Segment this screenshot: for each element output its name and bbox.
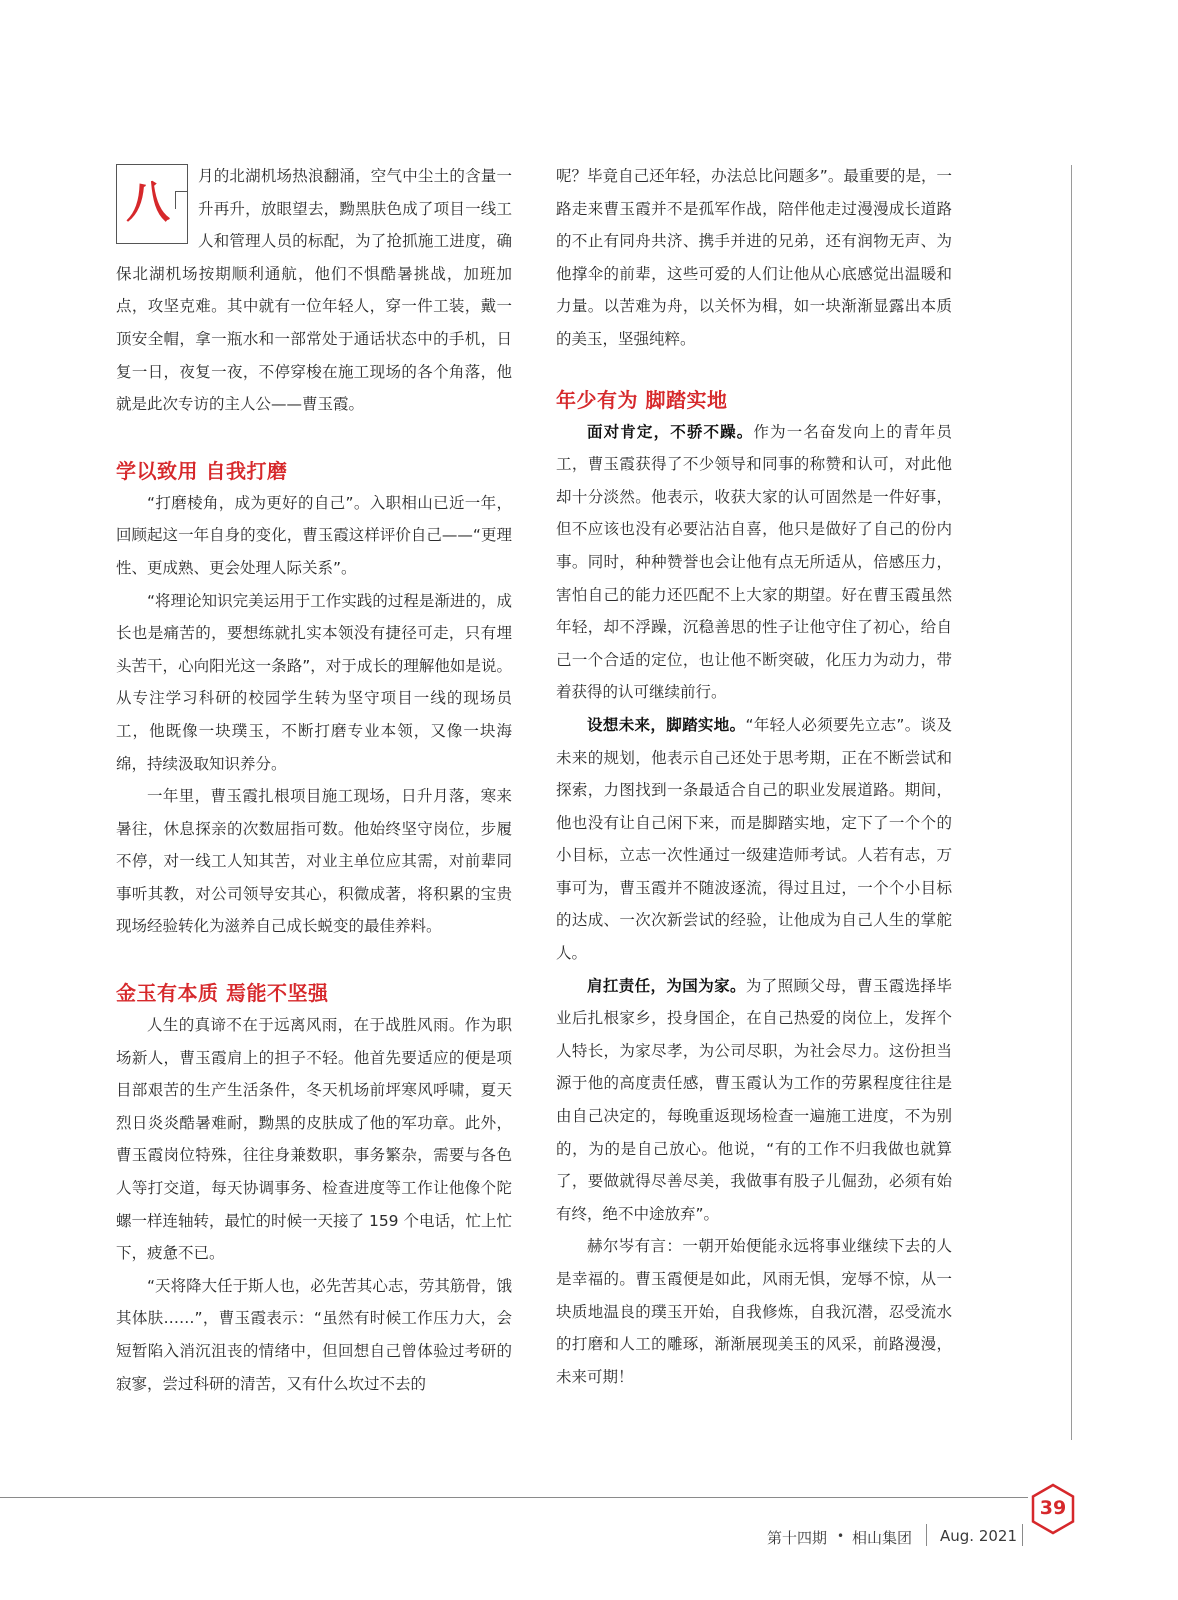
section-heading-2: 金玉有本质 焉能不坚强 (116, 981, 329, 1006)
section-heading-1: 学以致用 自我打磨 (116, 458, 288, 483)
dropcap-corner-mark (175, 191, 187, 209)
dropcap-letter: 八 (126, 177, 170, 228)
section2-paragraph-2: “天将降大任于斯人也，必先苦其心志，劳其筋骨，饿其体肤……”，曹玉霞表示：“虽然有时候工作压力大，会短暂陷入消沉沮丧的情绪中，但回想自己曾体验过考研的寂寥，尝过科研的清苦，又有什么坎过不去的 (116, 1276, 512, 1393)
section3-lead-2: 设想未来，脚踏实地。 (587, 715, 746, 734)
footer-separator-dot: • (837, 1529, 845, 1543)
section-heading-3: 年少有为 脚踏实地 (556, 387, 728, 412)
right-column (556, 160, 952, 1393)
footer-rule (0, 1497, 1028, 1498)
left-column (116, 160, 512, 1400)
section1-paragraph-1: “打磨棱角，成为更好的自己”。入职相山已近一年，回顾起这一年自身的变化，曹玉霞这样评价自己——“更理性、更成熟、更会处理人际关系”。 (116, 493, 512, 577)
section1-paragraph-2: “将理论知识完美运用于工作实践的过程是渐进的，成长也是痛苦的，要想练就扎实本领没有捷径可走，只有埋头苦干，心向阳光这一条路”，对于成长的理解他如是说。从专注学习科研的校园学生转为坚守项目一线的现场员工，他既像一块璞玉，不断打磨专业本领，又像一块海绵，持续汲取知识养分。 (116, 591, 512, 773)
section2-paragraph-1: 人生的真谛不在于远离风雨，在于战胜风雨。作为职场新人，曹玉霞肩上的担子不轻。他首先要适应的便是项目部艰苦的生产生活条件，冬天机场前坪寒风呼啸，夏天烈日炎炎酷暑难耐，黝黑的皮肤成了他的军功章。此外，曹玉霞岗位特殊，往往身兼数职，事务繁杂，需要与各色人等打交道，每天协调事务、检查进度等工作让他像个陀螺一样连轴转，最忙的时候一天接了 159 个电话，忙上忙下，疲惫不已。 (116, 1016, 512, 1263)
section3-lead-1: 面对肯定，不骄不躁。 (587, 422, 754, 441)
section3-paragraph-1 (556, 416, 952, 709)
page-number-badge (1030, 1483, 1076, 1535)
footer-company: 相山集团 (852, 1529, 913, 1547)
footer-issue: 第十四期 (767, 1529, 828, 1547)
section3-lead-3: 肩扛责任，为国为家。 (587, 976, 746, 995)
section3-text-1: 作为一名奋发向上的青年员工，曹玉霞获得了不少领导和同事的称赞和认可，对此他却十分淡然。他表示，收获大家的认可固然是一件好事，但不应该也没有必要沾沾自喜，他只是做好了自己的份内事。同时，种种赞誉也会让他有点无所适从，倍感压力，害怕自己的能力还匹配不上大家的期望。好在曹玉霞虽然年轻，却不浮躁，沉稳善思的性子让他守住了初心，给自己一个合适的定位，也让他不断突破，化压力为动力，带着获得的认可继续前行。 (556, 422, 952, 702)
section1-paragraph-3: 一年里，曹玉霞扎根项目施工现场，日升月落，寒来暑往，休息探亲的次数屈指可数。他始终坚守岗位，步履不停，对一线工人知其苦，对业主单位应其需，对前辈同事听其教，对公司领导安其心，积微成著，将积累的宝贵现场经验转化为滋养自己成长蜕变的最佳养料。 (116, 787, 512, 936)
section3-paragraph-4: 赫尔岑有言：一朝开始便能永远将事业继续下去的人是幸福的。曹玉霞便是如此，风雨无惧，宠辱不惊，从一块质地温良的璞玉开始，自我修炼，自我沉潜，忍受流水的打磨和人工的雕琢，渐渐展现美玉的风采，前路漫漫，未来可期！ (556, 1237, 952, 1386)
dropcap-box (116, 164, 188, 244)
footer-divider (926, 1524, 927, 1546)
section3-text-3: 为了照顾父母，曹玉霞选择毕业后扎根家乡，投身国企，在自己热爱的岗位上，发挥个人特长，为家尽孝，为公司尽职，为社会尽力。这份担当源于他的高度责任感，曹玉霞认为工作的劳累程度往往是由自己决定的，每晚重返现场检查一遍施工进度，不为别的，为的是自己放心。他说，“有的工作不归我做也就算了，要做就得尽善尽美，我做事有股子儿倔劲，必须有始有终，绝不中途放弃”。 (556, 976, 952, 1223)
section3-paragraph-3 (556, 970, 952, 1231)
section2-paragraph-continued: 呢？毕竟自己还年轻，办法总比问题多”。最重要的是，一路走来曹玉霞并不是孤军作战，陪伴他走过漫漫成长道路的不止有同舟共济、携手并进的兄弟，还有润物无声、为他撑伞的前辈，这些可爱的人们让他从心底感觉出温暖和力量。以苦难为舟，以关怀为楫，如一块渐渐显露出本质的美玉，坚强纯粹。 (556, 167, 952, 348)
footer-divider-2 (1022, 1524, 1023, 1546)
section3-paragraph-2 (556, 709, 952, 970)
intro-paragraph: 月的北湖机场热浪翻涌，空气中尘土的含量一升再升，放眼望去，黝黑肤色成了项目一线工人和管理人员的标配，为了抢抓施工进度，确保北湖机场按期顺利通航，他们不惧酷暑挑战，加班加点，攻坚克难。其中就有一位年轻人，穿一件工装，戴一顶安全帽，拿一瓶水和一部常处于通话状态中的手机，日复一日，夜复一夜，不停穿梭在施工现场的各个角落，他就是此次专访的主人公——曹玉霞。 (116, 167, 512, 414)
right-margin-rule (1071, 165, 1072, 1440)
footer-date: Aug. 2021 (940, 1527, 1017, 1545)
section3-text-2: “年轻人必须要先立志”。谈及未来的规划，他表示自己还处于思考期，正在不断尝试和探索，力图找到一条最适合自己的职业发展道路。期间，他也没有让自己闲下来，而是脚踏实地，定下了一个个的小目标，立志一次性通过一级建造师考试。人若有志，万事可为，曹玉霞并不随波逐流，得过且过，一个个小目标的达成、一次次新尝试的经验，让他成为自己人生的掌舵人。 (556, 715, 952, 963)
page-number: 39 (1039, 1497, 1067, 1519)
